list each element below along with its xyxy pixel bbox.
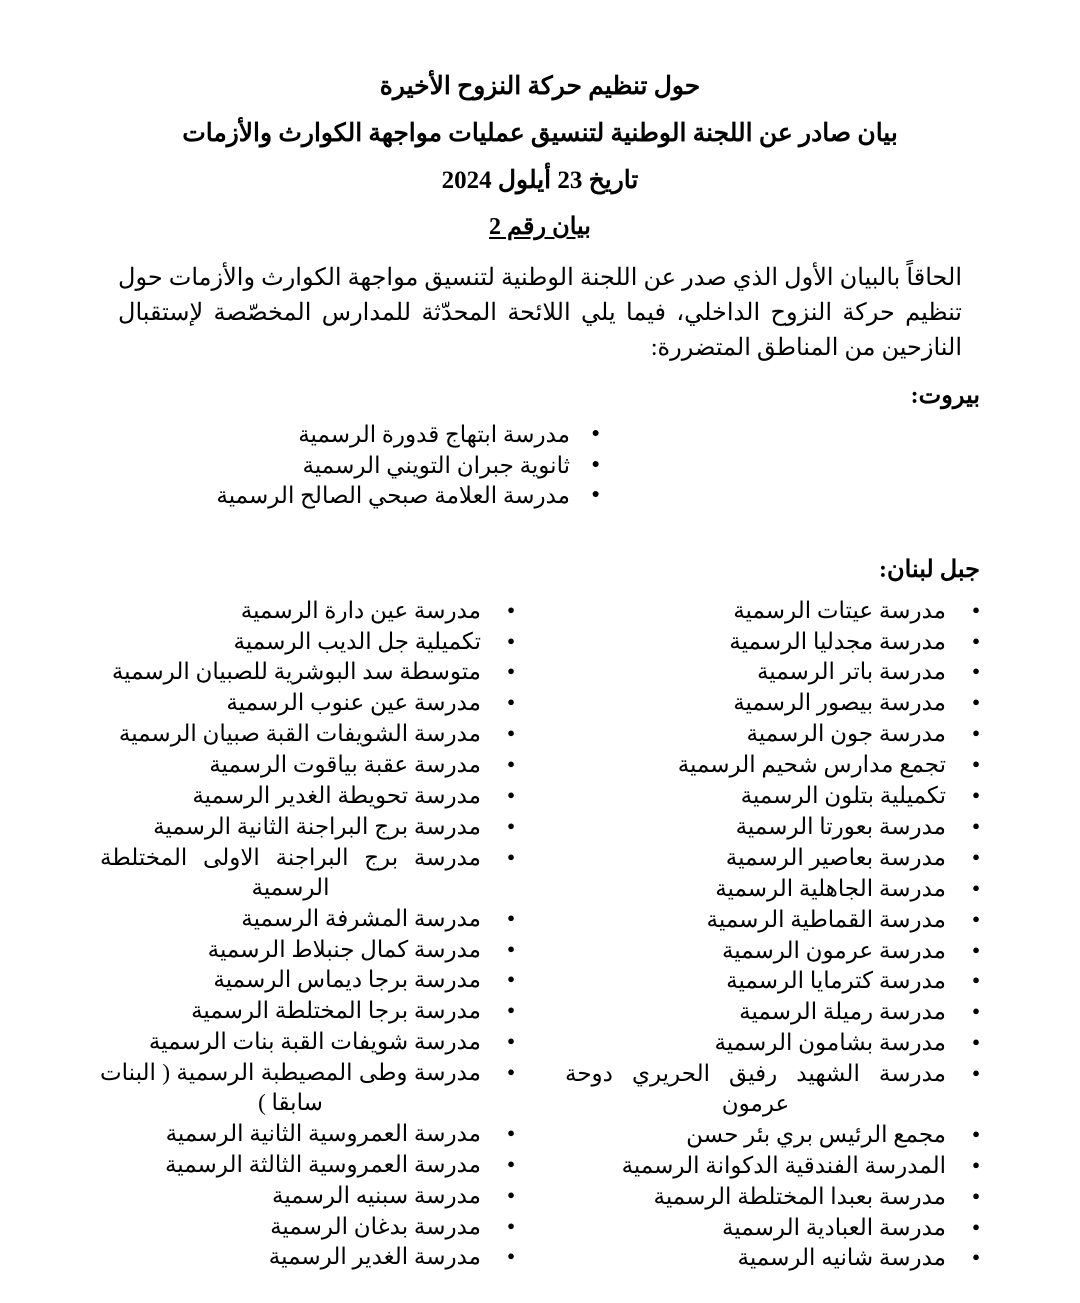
mount-lebanon-left-list (100, 596, 515, 1273)
document-date: تاريخ 23 أيلول 2024 (441, 167, 639, 194)
list-item: ● مدرسة كترمايا الرسمية (565, 966, 980, 996)
list-item: ● مدرسة الجاهلية الرسمية (565, 874, 980, 904)
region-heading-beirut: بيروت: (910, 383, 980, 410)
list-item: ● مدرسة العلامة صبحي الصالح الرسمية (100, 481, 600, 510)
list-item: ● مدرسة عيتات الرسمية (565, 596, 980, 626)
list-item: ● مدرسة العمروسية الثانية الرسمية (100, 1119, 515, 1149)
statement-number (100, 215, 980, 239)
list-item: ● مدرسة الغدير الرسمية (100, 1242, 515, 1272)
statement-number-label: بيان رقم 2 (489, 214, 591, 240)
list-item: ● مدرسة الشهيد رفيق الحريري دوحة عرمون (565, 1059, 980, 1119)
list-item: ● تكميلية بتلون الرسمية (565, 781, 980, 811)
list-item: ● مدرسة عين عنوب الرسمية (100, 688, 515, 718)
list-item: ● مدرسة برجا المختلطة الرسمية (100, 996, 515, 1026)
list-item: ● تكميلية جل الديب الرسمية (100, 627, 515, 657)
list-item: ● مدرسة برجا ديماس الرسمية (100, 965, 515, 995)
list-item: ● مدرسة العبادية الرسمية (565, 1213, 980, 1243)
list-item: ● مدرسة ابتهاج قدورة الرسمية (100, 420, 600, 449)
list-item: ● مدرسة العمروسية الثالثة الرسمية (100, 1150, 515, 1180)
list-item: ● مدرسة مجدليا الرسمية (565, 627, 980, 657)
list-item: ● مدرسة رميلة الرسمية (565, 997, 980, 1027)
list-item: ● تجمع مدارس شحيم الرسمية (565, 750, 980, 780)
mount-lebanon-right-list (565, 596, 980, 1274)
list-item: ● مدرسة بيصور الرسمية (565, 688, 980, 718)
region-heading-mount-lebanon: جبل لبنان: (879, 556, 980, 583)
list-item: ● مدرسة عرمون الرسمية (565, 936, 980, 966)
list-item: ● مدرسة برج البراجنة الثانية الرسمية (100, 812, 515, 842)
list-item: ● مدرسة بدغان الرسمية (100, 1212, 515, 1242)
list-item: ● مدرسة المشرفة الرسمية (100, 904, 515, 934)
document-title: حول تنظيم حركة النزوح الأخيرة (379, 73, 701, 100)
mount-lebanon-school-columns (100, 596, 980, 1275)
mount-lebanon-column-left (100, 596, 515, 1274)
list-item: ● مدرسة الشويفات القبة صبيان الرسمية (100, 719, 515, 749)
list-item: ● مدرسة بعاصير الرسمية (565, 843, 980, 873)
list-item: ● مدرسة تحويطة الغدير الرسمية (100, 781, 515, 811)
document-subtitle: بيان صادر عن اللجنة الوطنية لتنسيق عمليات مواجهة الكوارث والأزمات (182, 120, 898, 147)
list-item: ● مدرسة عقبة بياقوت الرسمية (100, 750, 515, 780)
list-item: ● مدرسة بعبدا المختلطة الرسمية (565, 1182, 980, 1212)
list-item: ● المدرسة الفندقية الدكوانة الرسمية (565, 1151, 980, 1181)
list-item: ● مدرسة برج البراجنة الاولى المختلطة الرسمية (100, 843, 515, 903)
list-item: ● مدرسة بشامون الرسمية (565, 1028, 980, 1058)
list-item: ● مدرسة شويفات القبة بنات الرسمية (100, 1027, 515, 1057)
list-item: ● مدرسة القماطية الرسمية (565, 905, 980, 935)
list-item: ● مجمع الرئيس بري بئر حسن (565, 1120, 980, 1150)
list-item: ● مدرسة عين دارة الرسمية (100, 596, 515, 626)
intro-paragraph: الحاقاً بالبيان الأول الذي صدر عن اللجنة الوطنية لتنسيق مواجهة الكوارث والأزمات حول تنظيم حركة النزوح الداخلي، فيما يلي اللائحة المحدّثة للمدارس المخصّصة لإستقبال النازحين من المناطق المتضررة: (118, 265, 962, 361)
beirut-school-list (100, 420, 600, 510)
list-item: ● متوسطة سد البوشرية للصبيان الرسمية (100, 657, 515, 687)
list-item: ● مدرسة وطى المصيطبة الرسمية ( البنات سابقا ) (100, 1058, 515, 1118)
list-item: ● مدرسة باتر الرسمية (565, 657, 980, 687)
list-item: ● ثانوية جبران التويني الرسمية (100, 451, 600, 480)
list-item: ● مدرسة بعورتا الرسمية (565, 812, 980, 842)
list-item: ● مدرسة شانيه الرسمية (565, 1243, 980, 1273)
mount-lebanon-column-right (565, 596, 980, 1275)
list-item: ● مدرسة كمال جنبلاط الرسمية (100, 935, 515, 965)
list-item: ● مدرسة سبنيه الرسمية (100, 1181, 515, 1211)
list-item: ● مدرسة جون الرسمية (565, 719, 980, 749)
